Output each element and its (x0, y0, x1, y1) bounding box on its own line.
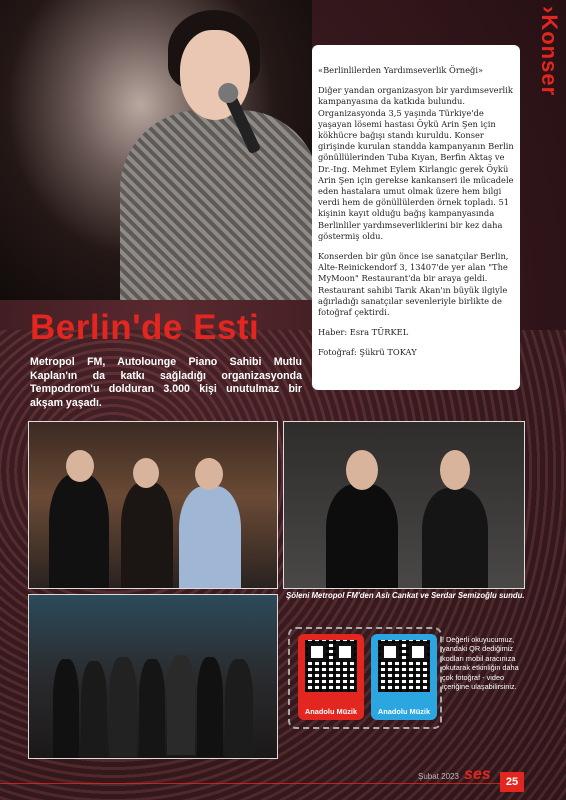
person-figure (179, 486, 241, 589)
article-paragraph-1: Diğer yandan organizasyon bir yardımseverlik kampanyasına da katkıda bulundu. Organizasyonda 3,5 yaşında Türkiye'de yaşayan lösemi hastası Öykü Arin Şen için kökhücre bağışı standı kuruldu. Konser girişinde kurulan standda kampanyanın Berlin gönüllülerinden Tuba Kıyan, Berfin Aktaş ve Dr.-Ing. Mehmet Eylem Kirlangic gerek Öykü Arin Şen için gerekse kankanseri ile mücadele eden hastalara umut olmak üzere hem bilgi verdi hem de gönüllülerden örnek topladı. 51 kişinin kayıt olduğu bağış kampanyasında Berlinliler yardımseverliklerini bir kez daha göstermiş oldu. (318, 85, 514, 241)
person-head (195, 458, 223, 490)
person-figure (49, 474, 109, 589)
article-subhead: «Berlinlilerden Yardımseverlik Örneği» (318, 65, 484, 75)
person-figure (121, 482, 173, 589)
singer-photo (0, 0, 312, 300)
section-label (536, 6, 562, 96)
person-figure (109, 657, 137, 757)
footer-divider (0, 783, 500, 784)
page-number: 25 (500, 772, 524, 792)
person-figure (422, 488, 488, 589)
qr-card-label: Anadolu Müzik (377, 707, 431, 716)
magazine-logo: ses (464, 766, 491, 783)
person-figure (326, 484, 398, 589)
article-lead: Metropol FM, Autolounge Piano Sahibi Mutlu Kaplan'ın da katkı sağladığı organizasyonda Tempodrom'u dolduran 3.000 kişi unutulmaz bir akşam yaşadı. (30, 356, 302, 409)
section-title: Konser (537, 14, 562, 97)
person-figure (197, 657, 223, 757)
photo-credit: Fotoğraf: Şükrü TOKAY (318, 347, 417, 358)
article-headline: Berlin'de Esti (30, 308, 260, 347)
chevron-icon: › (537, 6, 562, 15)
person-figure (225, 659, 253, 757)
qr-card-label: Anadolu Müzik (304, 707, 358, 716)
singer-dress (120, 110, 312, 300)
article-paragraph-2: Konserden bir gün önce ise sanatçılar Berlin, Alte-Reinickendorf 3, 13407'de yer alan "The MyMoon" Restaurant'da bir araya geldi. Restaurant sahibi Tarık Akan'ın büyük ilgiyle ağırladığı sanatçılar sevenleriyle birlikte de fotoğraf çektirdi. (318, 251, 509, 318)
hosts-photo (283, 421, 525, 589)
article-textbox (312, 45, 520, 390)
person-head (66, 450, 94, 482)
group-photo-2 (28, 594, 278, 759)
person-figure (167, 655, 195, 755)
person-head (346, 450, 378, 490)
footer-issue: Şubat 2023 (418, 772, 459, 781)
person-figure (81, 661, 107, 759)
qr-note: ! Değerli okuyucumuz, yandaki QR dediğimiz kodları mobil aracınıza okutarak etkinliğin daha çok fotoğraf - video içeriğine ulaşabilirsiniz. (442, 635, 519, 692)
news-credit: Haber: Esra TÜRKEL (318, 327, 409, 338)
qr-code-icon[interactable] (378, 640, 430, 692)
person-figure (139, 659, 165, 757)
group-photo-1 (28, 421, 278, 589)
person-head (440, 450, 470, 490)
photo-caption: Şöleni Metropol FM'den Aslı Cankat ve Serdar Semizoğlu sundu. (286, 591, 525, 600)
qr-code-icon[interactable] (305, 640, 357, 692)
person-figure (53, 659, 79, 759)
qr-card-red[interactable] (298, 634, 364, 720)
page-footer (0, 766, 566, 800)
qr-card-blue[interactable] (371, 634, 437, 720)
person-head (133, 458, 159, 488)
